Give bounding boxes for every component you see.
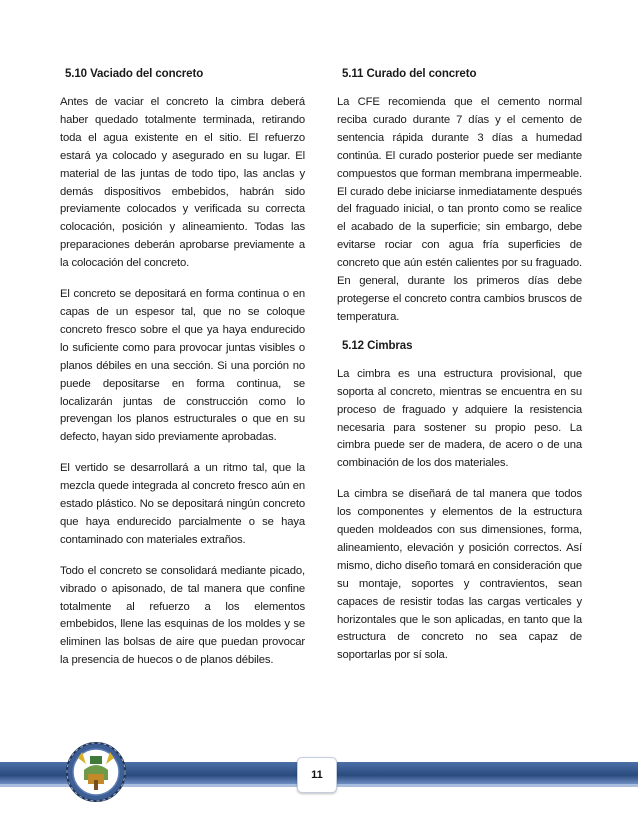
paragraph: La CFE recomienda que el cemento normal reciba curado durante 7 días y el cemento de sentencia rápida durante 3 días a humedad continúa. El curado posterior puede ser mediante compuestos que forman membrana impermeable. El curado debe iniciarse inmediatamente después del fraguado inicial, o tan pronto como se realice el acabado de la superficie; sin embargo, debe evitarse rociar con agua fría superficies de concreto que aún estén calientes por su fraguado. En general, durante los primeros días debe protegerse el concreto contra cambios bruscos de temperatura. xyxy=(337,96,582,323)
page-number: 11 xyxy=(297,757,337,793)
section-heading-curado: 5.11 Curado del concreto xyxy=(342,68,477,80)
section-heading-cimbras: 5.12 Cimbras xyxy=(342,339,413,352)
institution-emblem-icon xyxy=(64,738,128,804)
paragraph: Todo el concreto se consolidará mediante picado, vibrado o apisonado, de tal manera que confine totalmente al refuerzo a los elementos embebidos, llene las esquinas de los moldes y se eliminen las bolsas de aire que puedan provocar la presencia de huecos o de planos débiles. xyxy=(60,564,305,667)
paragraph: La cimbra se diseñará de tal manera que todos los componentes y elementos de la estructura queden moldeados con sus dimensiones, forma, alineamiento, elevación y posición correctos. Así mismo, dicho diseño tomará en consideración que su montaje, soportes y contravientos, sean capaces de resistir todas las cargas verticales y horizontales que le son aplicadas, en tanto que la estructura de concreto no sea capaz de soportarlas por sí sola. xyxy=(337,488,582,662)
right-column xyxy=(337,68,582,678)
paragraph: El vertido se desarrollará a un ritmo tal, que la mezcla quede integrada al concreto fresco aún en estado plástico. No se depositará ningún concreto que haya endurecido parcialmente o se haya contaminado con materiales extraños. xyxy=(60,462,305,546)
paragraph: La cimbra es una estructura provisional, que soporta al concreto, mientras se encuentra en su proceso de fraguado y adquiere la resistencia necesaria para sostener su propio peso. La cimbra puede ser de madera, de acero o de una combinación de los dos materiales. xyxy=(337,367,582,470)
paragraph: El concreto se depositará en forma continua o en capas de un espesor tal, que no se coloque concreto fresco sobre el que ya haya endurecido lo suficiente como para provocar juntas visibles o planos débiles en una sección. Si una porción no puede depositarse en forma continua, se localizarán juntas de construcción como lo prevengan los planos estructurales o que en su defecto, hayan sido previamente aprobadas. xyxy=(60,288,305,444)
section-heading-vaciado: 5.10 Vaciado del concreto xyxy=(65,68,204,80)
paragraph: Antes de vaciar el concreto la cimbra deberá haber quedado totalmente terminada, retirando toda el agua existente en el sitio. El refuerzo estará ya colocado y asegurado en su lugar. El material de las juntas de todo tipo, las anclas y demás dispositivos embebidos, habrán sido previamente colocados y verificada su correcta colocación, posición y alineamiento. Todas las preparaciones deberán aprobarse previamente a la colocación del concreto. xyxy=(60,96,305,270)
left-column xyxy=(60,68,305,683)
